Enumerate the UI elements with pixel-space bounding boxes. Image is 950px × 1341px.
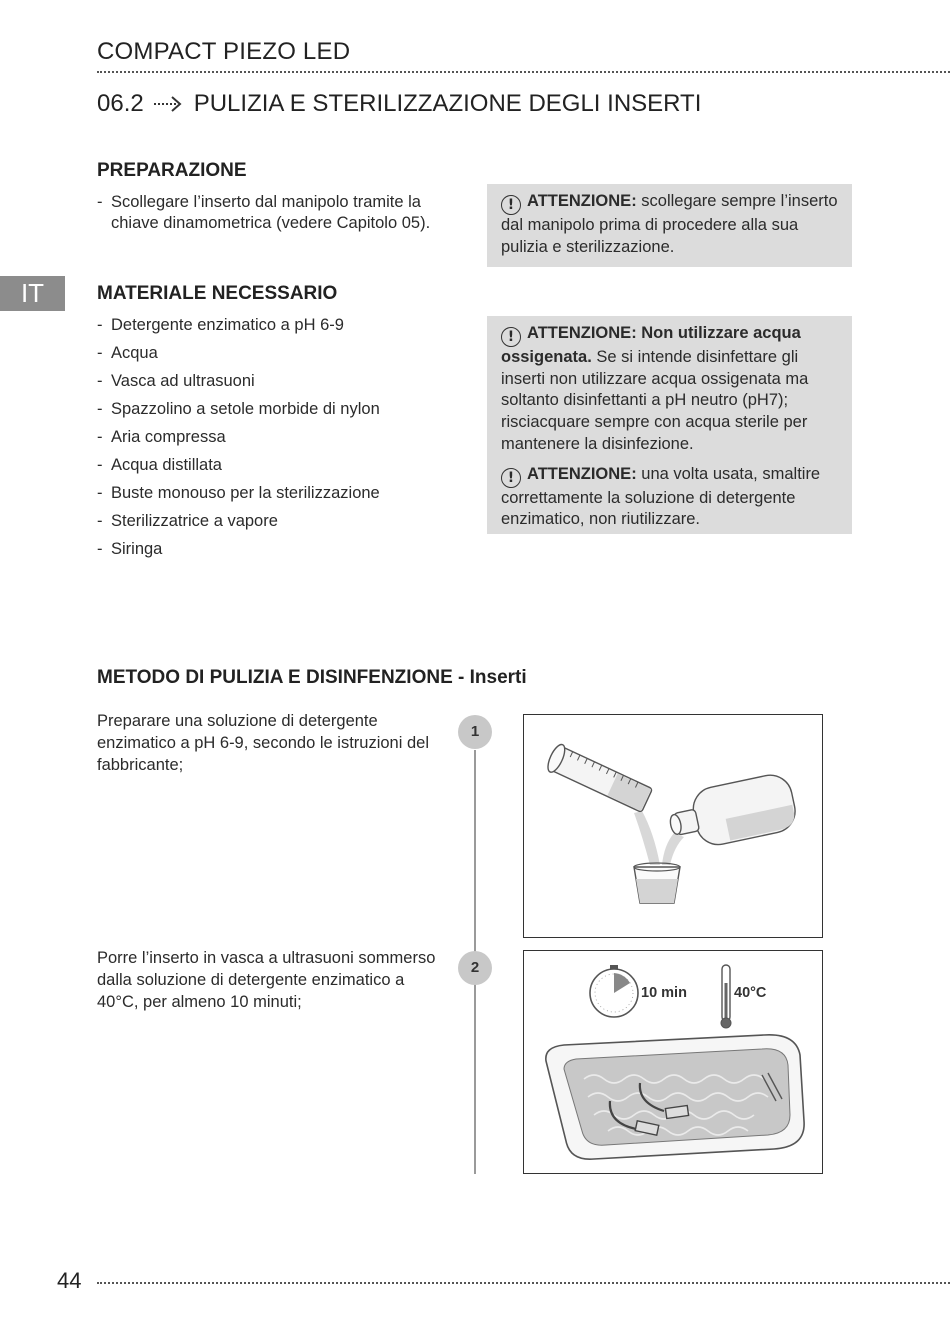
warning-text: scollegare sempre l’inserto dal manipolo prima di procedere alla sua pulizia e sterilizzazione. [501,192,838,256]
step-2-illustration [523,950,823,1174]
exclamation-icon: ! [501,195,521,215]
warning-box-1 [487,184,852,267]
time-label: 10 min [641,985,687,1001]
page-number: 44 [57,1268,82,1293]
metodo-heading [97,667,527,689]
list-item: - Acqua [97,343,467,364]
list-item: - Siringa [97,539,467,560]
timer-icon [590,965,638,1017]
list-item: - Buste monouso per la sterilizzazione [97,483,467,504]
exclamation-icon: ! [501,327,521,347]
list-item: - Detergente enzimatico a pH 6-9 [97,315,467,336]
materiale-list [97,315,467,567]
list-item: - Spazzolino a setole morbide di nylon [97,399,467,420]
preparazione-list [97,192,467,234]
list-item: - Vasca ad ultrasuoni [97,371,467,392]
list-item: - Acqua distillata [97,455,467,476]
warning-text: Se si intende disinfettare gli inserti non utilizzare acqua ossigenata ma soltanto disinfettanti a pH neutro (pH7); risciacquare sempre con acqua sterile per mantenere la disinfezione. [501,348,809,453]
warning-label: ATTENZIONE: [527,464,637,483]
step-1-illustration [523,714,823,938]
warning-text: una volta usata, smaltire correttamente la soluzione di detergente enzimatico, non riutilizzare. [501,464,821,529]
section-title [97,90,701,118]
warning-box-2 [487,316,852,534]
title-divider [97,71,950,73]
list-item: - Sterilizzatrice a vapore [97,511,467,532]
metodo-heading-suffix: - Inserti [452,667,527,688]
step-2-badge: 2 [458,951,492,985]
list-item: - Scollegare l’inserto dal manipolo tramite la chiave dinamometrica (vedere Capitolo 05). [97,192,467,234]
materiale-heading: MATERIALE NECESSARIO [97,283,338,304]
step-1-text: Preparare una soluzione di detergente enzimatico a pH 6-9, secondo le istruzioni del fabbricante; [97,712,430,774]
warning-paragraph [501,191,838,258]
preparazione-heading: PREPARAZIONE [97,160,247,181]
step-2-text: Porre l’inserto in vasca a ultrasuoni sommerso dalla soluzione di detergente enzimatico a 40°C, per almeno 10 minuti; [97,949,436,1011]
footer-divider [97,1282,950,1284]
warning-label: ATTENZIONE: Non utilizzare acqua ossigenata. [501,324,801,366]
exclamation-icon: ! [501,468,521,488]
warning-paragraph [501,323,838,456]
section-heading: PULIZIA E STERILIZZAZIONE DEGLI INSERTI [193,90,702,117]
dotted-arrow-icon [152,94,186,114]
thermometer-icon [721,965,731,1028]
warning-label: ATTENZIONE: [527,192,637,210]
list-item: - Aria compressa [97,427,467,448]
pouring-solution-illustration [524,715,821,936]
document-title: COMPACT PIEZO LED [97,38,351,65]
warning-paragraph [501,464,838,531]
temperature-label: 40°C [734,985,767,1001]
section-number: 06.2 [97,90,144,117]
language-tab: IT [0,276,65,311]
metodo-heading-main: METODO DI PULIZIA E DISINFENZIONE [97,667,453,688]
step-1-badge: 1 [458,715,492,749]
